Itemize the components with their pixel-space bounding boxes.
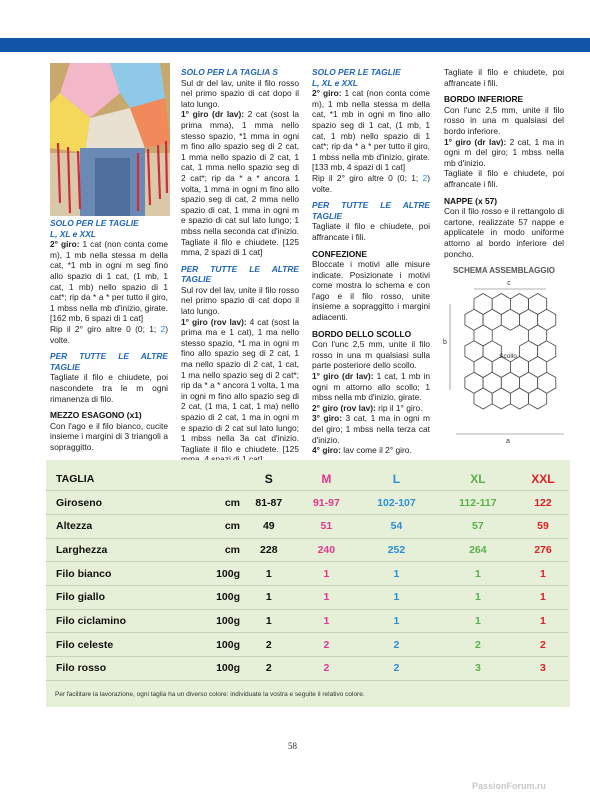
size-table-panel <box>46 460 570 707</box>
paragraph-finish: Tagliate il filo e chiudete, poi affrancate i fili. <box>312 221 430 242</box>
cell-m: 240 <box>317 543 336 556</box>
cell-s: 228 <box>260 543 278 556</box>
cell-xxl: 1 <box>540 567 546 580</box>
row-unit: cm <box>224 543 240 556</box>
header-s: S <box>264 471 273 486</box>
paragraph-bottom-join: Con l'unc 2,5 mm, unite il filo rosso in una m qualsiasi del bordo inferiore. <box>444 104 564 136</box>
dimension-a-label: a <box>506 438 510 445</box>
paragraph-tassels: Con il filo rosso e il rettangolo di cartone, realizzate 57 nappe e applicatele in modo uniforme attorno al bordo inferiore del poncho. <box>444 206 564 259</box>
table-row <box>46 609 568 633</box>
neckline-label: Scollo <box>499 353 517 360</box>
heading-all-other-sizes: PER TUTTE LE ALTRE TAGLIE <box>312 200 430 221</box>
cell-s: 2 <box>265 638 272 651</box>
cell-s: 49 <box>262 520 275 533</box>
row-label: Larghezza <box>56 543 108 556</box>
size-table <box>46 467 568 681</box>
cell-xxl: 276 <box>534 543 552 556</box>
row-unit: 100g <box>216 638 240 651</box>
table-row <box>46 562 568 586</box>
cell-m: 2 <box>323 662 330 675</box>
poncho-photo <box>50 63 170 216</box>
top-color-bar <box>0 38 590 52</box>
header-unit-spacer <box>204 467 240 491</box>
heading-all-other-sizes: PER TUTTE LE ALTRE TAGLIE <box>50 351 168 372</box>
cell-s: 1 <box>265 567 272 580</box>
paragraph-neck-round-3: 3° giro: 3 cat, 1 ma in ogni m del giro; 1 mbss nella terza cat d'inizio. <box>312 413 430 445</box>
cell-l: 2 <box>393 638 400 651</box>
paragraph-round-2: 2° giro: 1 cat (non conta come m), 1 mb nella stessa m della cat, *1 mb in ogni m fino allo spazio seg di 1 cat, (1 mb, 1 cat, 1 mb) nello spazio di 1 cat*; rip da * a * per tutto il giro, 1 mbss nella mb d'inizio, girate. [133 mb, 4 spazi di 1 cat] <box>312 88 430 173</box>
paragraph-neck-round-1: 1° giro (dr lav): 1 cat, 1 mb in ogni m attorno allo scollo; 1 mbss nella mb d'inizio, girate. <box>312 371 430 403</box>
cell-xl: 112-117 <box>459 496 497 509</box>
row-label: Giroseno <box>56 496 103 509</box>
table-header-row <box>46 467 568 491</box>
paragraph-finish: Tagliate il filo e chiudete, poi nascondete tra le m ogni rimanenza di filo. <box>50 372 168 404</box>
diagram-title: SCHEMA ASSEMBLAGGIO <box>452 266 556 275</box>
header-xl: XL <box>470 471 486 486</box>
cell-m: 51 <box>320 520 333 533</box>
table-row <box>46 514 568 538</box>
cell-m: 1 <box>323 591 330 604</box>
row-label: Filo giallo <box>56 591 105 604</box>
cell-xl: 2 <box>474 638 481 651</box>
paragraph-round-1-s: 1° giro (dr lav): 2 cat (sost la prima mma), 1 mma nello stesso spazio, *1 mma in ogni m fino allo spazio seg di 2 cat, 1 mma nello spazio di 2 cat, 1 cat, 1 mma nello spazio seg di 2 cat*; rip da * a * ancora 1 volta, 1 mma in ogni m fino allo spazio seg di cat, 2 mma nello spazio di cat, 1 mma in ogni m e spazio di cat sul lato lungo; 1 mbss nella seconda cat d'inizio. Tagliate il filo e chiudete. [125 mma, 2 spazi di 1 cat] <box>181 109 299 258</box>
heading-half-hexagon: MEZZO ESAGONO (x1) <box>50 410 142 421</box>
row-unit: 100g <box>216 591 240 604</box>
dimension-b-label: b <box>443 339 447 346</box>
heading-bottom-border: BORDO INFERIORE <box>444 94 524 105</box>
cell-l: 2 <box>393 662 400 675</box>
row-unit: 100g <box>216 567 240 580</box>
cell-l: 1 <box>393 591 400 604</box>
paragraph-neck-join: Con l'unc 2,5 mm, unite il filo rosso in una m qualsiasi sulla parte posteriore dello scollo. <box>312 339 430 371</box>
cell-m: 1 <box>323 567 330 580</box>
table-row <box>46 538 568 562</box>
cell-xl: 1 <box>474 614 481 627</box>
paragraph-half-hexagon: Con l'ago e il filo bianco, cucite insieme i margini di 3 triangoli a sopraggitto. <box>50 420 168 452</box>
paragraph-join-red: Sul dr del lav, unite il filo rosso nel primo spazio di cat dopo il lato lungo. <box>181 77 299 109</box>
paragraph-neck-round-2: 2° giro (rov lav): rip il 1° giro. <box>312 402 423 413</box>
paragraph-bottom-round-1: 1° giro (dr lav): 2 cat, 1 ma in ogni m del giro; 1 mbss nella mb d'inizio. <box>444 136 564 168</box>
cell-xl: 264 <box>469 543 487 556</box>
cell-s: 2 <box>265 662 272 675</box>
cell-s: 1 <box>265 591 272 604</box>
column-1 <box>50 218 168 452</box>
cell-xl: 3 <box>474 662 481 675</box>
heading-size-s: SOLO PER LA TAGLIA S <box>181 67 278 77</box>
cell-l: 54 <box>390 520 403 533</box>
heading-sizes-l-xl-xxl: SOLO PER LE TAGLIE L, XL e XXL <box>50 218 139 239</box>
heading-neck-border: BORDO DELLO SCOLLO <box>312 328 412 339</box>
cell-m: 1 <box>323 614 330 627</box>
table-note: Per facilitare la lavorazione, ogni taglia ha un diverso colore: individuate la vostra e seguite il relativo colore. <box>55 691 365 698</box>
table-row <box>46 491 568 515</box>
paragraph-round-1-others: 1° giro (rov lav): 4 cat (sost la prima ma e 1 cat), 1 ma nello stesso spazio, *1 ma in ogni m fino allo spazio seg di 2 cat, 1 ma nello spazio di 2 cat, 1 cat, 1 ma nello spazio seg di 2 cat*; rip da * a * ancora 1 volta, 1 ma in ogni m fino allo spazio seg di 2 cat, (1 ma, 1 cat, 1 ma) nello spazio di 2 cat, 1 ma in ogni m e spazio di 2 cat sul lato lungo; 1 mbss nella 3a cat d'inizio. Tagliate il filo e chiudete. [125 <box>181 316 299 454</box>
paragraph-bottom-finish: Tagliate il filo e chiudete, poi affrancate i fili. <box>444 168 564 189</box>
header-m: M <box>321 471 332 486</box>
row-label: Filo celeste <box>56 638 114 651</box>
table-row <box>46 633 568 657</box>
cell-l: 102-107 <box>377 496 416 509</box>
cell-xxl: 59 <box>537 520 549 533</box>
table-row <box>46 585 568 609</box>
cell-s: 81-87 <box>255 496 283 509</box>
cell-xxl: 1 <box>540 591 546 604</box>
column-4 <box>444 67 564 259</box>
cell-xxl: 2 <box>540 638 546 651</box>
table-row <box>46 657 568 681</box>
page-number: 58 <box>288 741 297 751</box>
row-unit: 100g <box>216 662 240 675</box>
header-taglia: TAGLIA <box>56 472 95 485</box>
cell-m: 91-97 <box>312 496 340 509</box>
cell-l: 1 <box>393 614 400 627</box>
heading-sizes-l-xl-xxl: SOLO PER LE TAGLIE L, XL e XXL <box>312 67 401 88</box>
cell-xxl: 1 <box>540 614 546 627</box>
row-label: Filo ciclamino <box>56 614 127 627</box>
header-l: L <box>392 471 401 486</box>
row-label: Filo bianco <box>56 567 112 580</box>
row-unit: cm <box>224 520 240 533</box>
cell-xl: 1 <box>474 567 481 580</box>
paragraph-finish: Tagliate il filo e chiudete, poi affrancate i fili. <box>444 67 564 88</box>
column-3 <box>312 67 430 456</box>
dimension-c-label: c <box>507 280 511 287</box>
column-2 <box>181 67 299 465</box>
cell-xl: 57 <box>472 520 484 533</box>
assembly-diagram <box>440 262 568 452</box>
cell-s: 1 <box>265 614 272 627</box>
row-label: Altezza <box>56 520 93 533</box>
paragraph-repeat: Rip il 2° giro altre 0 (0; 1; 2) volte. <box>50 323 168 345</box>
paragraph-repeat: Rip il 2° giro altre 0 (0; 1; 2) volte. <box>312 172 430 194</box>
cell-xxl: 122 <box>534 496 552 509</box>
cell-l: 1 <box>393 567 400 580</box>
watermark: PassionForum.ru <box>472 781 547 791</box>
paragraph-round-2: 2° giro: 1 cat (non conta come m), 1 mb nella stessa m della cat, *1 mb in ogni m seg fino allo spazio di 1 cat, (1 mb, 1 cat, 1 mb) nello spazio di 1 cat*; rip da * a * per tutto il giro, 1 mbss nella mb d'inizio, girate. [162 mb, 6 spazi di 1 cat] <box>50 239 168 324</box>
cell-xxl: 3 <box>540 662 546 675</box>
paragraph-neck-round-4: 4° giro: lav come il 2° giro. <box>312 445 412 456</box>
heading-tassels: NAPPE (x 57) <box>444 195 498 206</box>
heading-all-other-sizes: PER TUTTE LE ALTRE TAGLIE <box>181 263 299 285</box>
header-xxl: XXL <box>531 471 555 486</box>
row-unit: 100g <box>216 614 240 627</box>
row-label: Filo rosso <box>56 662 107 675</box>
cell-xl: 1 <box>474 591 481 604</box>
cell-m: 2 <box>323 638 330 651</box>
paragraph-join-red-wrong-side: Sul rov del lav, unite il filo rosso nel primo spazio di cat dopo il lato lungo. <box>181 284 299 317</box>
hexagon-grid <box>465 294 556 410</box>
row-unit: cm <box>224 496 240 509</box>
cell-l: 252 <box>387 543 406 556</box>
paragraph-confezione: Bloccate i motivi alle misure indicate. Posizionate i motivi come mostra lo schema e con l'ago e il filo rosso, unite insieme a sopraggitto i margini adiacenti. <box>312 259 430 323</box>
heading-confezione: CONFEZIONE <box>312 248 367 259</box>
